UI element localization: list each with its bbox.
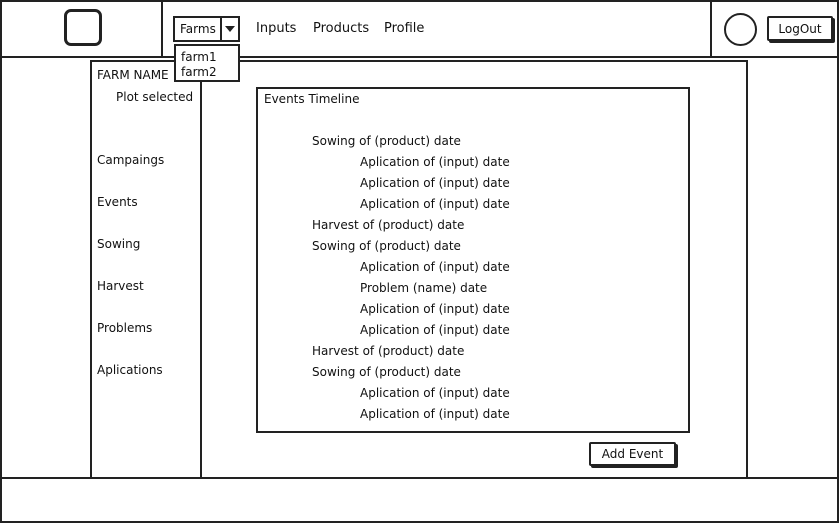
timeline-event[interactable]: Aplication of (input) date: [360, 323, 510, 337]
timeline-event[interactable]: Aplication of (input) date: [360, 155, 510, 169]
add-event-button[interactable]: Add Event: [589, 442, 676, 466]
timeline-event[interactable]: Aplication of (input) date: [360, 302, 510, 316]
farms-select[interactable]: [173, 16, 240, 42]
footer: [0, 477, 839, 523]
plot-selected: Plot selected: [116, 90, 194, 104]
timeline-event[interactable]: Problem (name) date: [360, 281, 488, 295]
logo[interactable]: [64, 9, 102, 46]
timeline-event[interactable]: Aplication of (input) date: [360, 176, 510, 190]
farms-select-label: Farms: [175, 18, 222, 40]
farms-dropdown-menu: [174, 44, 240, 82]
sidebar-item-campaings[interactable]: Campaings: [97, 153, 165, 167]
farms-option-farm2[interactable]: farm2: [181, 65, 217, 79]
chevron-down-icon[interactable]: [222, 18, 238, 40]
sidebar-item-aplications[interactable]: Aplications: [97, 363, 163, 377]
sidebar-item-events[interactable]: Events: [97, 195, 138, 209]
timeline-event[interactable]: Harvest of (product) date: [312, 218, 465, 232]
timeline-title: Events Timeline: [264, 92, 360, 106]
logout-button[interactable]: LogOut: [767, 16, 833, 41]
timeline-event[interactable]: Sowing of (product) date: [312, 134, 461, 148]
nav-profile[interactable]: Profile: [384, 21, 425, 36]
timeline-event[interactable]: Sowing of (product) date: [312, 239, 461, 253]
timeline-event[interactable]: Aplication of (input) date: [360, 260, 510, 274]
header-nav-area: [161, 0, 712, 58]
sidebar-item-harvest[interactable]: Harvest: [97, 279, 144, 293]
sidebar-item-sowing[interactable]: Sowing: [97, 237, 141, 251]
nav-inputs[interactable]: Inputs: [256, 21, 297, 36]
farm-name: FARM NAME: [97, 68, 169, 82]
sidebar-item-problems[interactable]: Problems: [97, 321, 153, 335]
timeline-event[interactable]: Harvest of (product) date: [312, 344, 465, 358]
avatar[interactable]: [724, 13, 757, 46]
timeline-event[interactable]: Sowing of (product) date: [312, 365, 461, 379]
nav-products[interactable]: Products: [313, 21, 370, 36]
sidebar: [90, 60, 202, 479]
timeline-event[interactable]: Aplication of (input) date: [360, 197, 510, 211]
farms-option-farm1[interactable]: farm1: [181, 50, 217, 64]
timeline-event[interactable]: Aplication of (input) date: [360, 407, 510, 421]
timeline-event[interactable]: Aplication of (input) date: [360, 386, 510, 400]
